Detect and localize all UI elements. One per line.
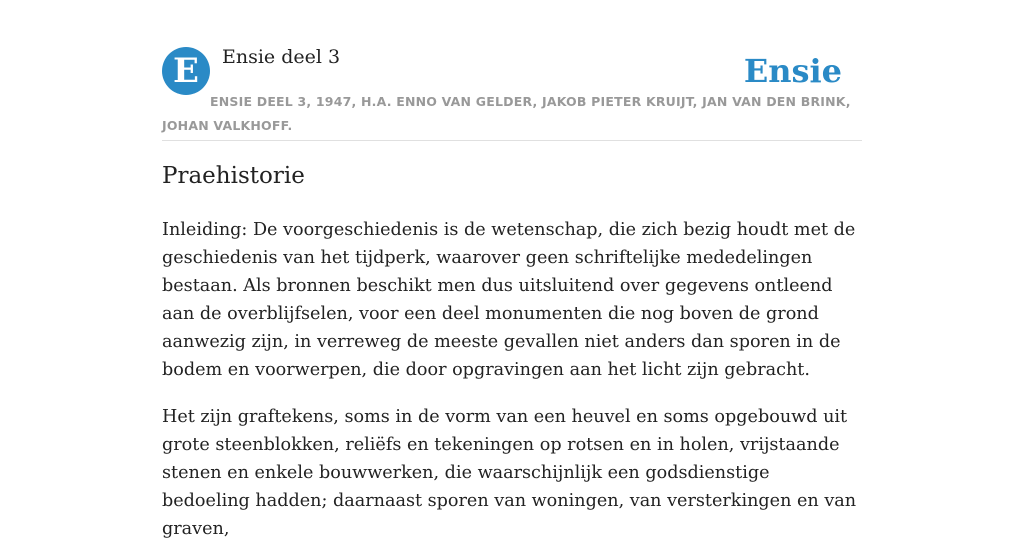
ensie-logo-icon[interactable]: E — [162, 47, 210, 95]
article-paragraph-2: Het zijn graftekens, soms in de vorm van een heuvel en soms opgebouwd uit grote steenblokken, reliëfs en tekeningen op rotsen en in holen, vrijstaande stenen en enkele bouwwerken, die waarschijnlijk een godsdienstige bedoeling hadden; daarnaast sporen van woningen, van versterkingen en van graven, — [162, 407, 857, 539]
article-title: Praehistorie — [162, 163, 305, 189]
brand-logo-link[interactable]: Ensie — [743, 52, 842, 90]
page-header — [162, 0, 862, 141]
book-title-link[interactable]: Ensie deel 3 — [222, 46, 341, 68]
article-paragraph-1: Inleiding: De voorgeschiedenis is de wetenschap, die zich bezig houdt met de geschiedenis van het tijdperk, waarover geen schriftelijke mededelingen bestaan. Als bronnen beschikt men dus uitsluitend over gegevens ontleend aan de overblijfselen, voor een deel monumenten die nog boven de grond aanwezig zijn, in verreweg de meeste gevallen niet anders dan sporen in de bodem en voorwerpen, die door opgravingen aan het licht zijn gebracht. — [162, 220, 856, 380]
source-meta: ENSIE DEEL 3, 1947, H.A. ENNO VAN GELDER, JAKOB PIETER KRUIJT, JAN VAN DEN BRINK, JOHAN VALKHOFF. — [162, 94, 851, 133]
page-container — [162, 0, 862, 539]
